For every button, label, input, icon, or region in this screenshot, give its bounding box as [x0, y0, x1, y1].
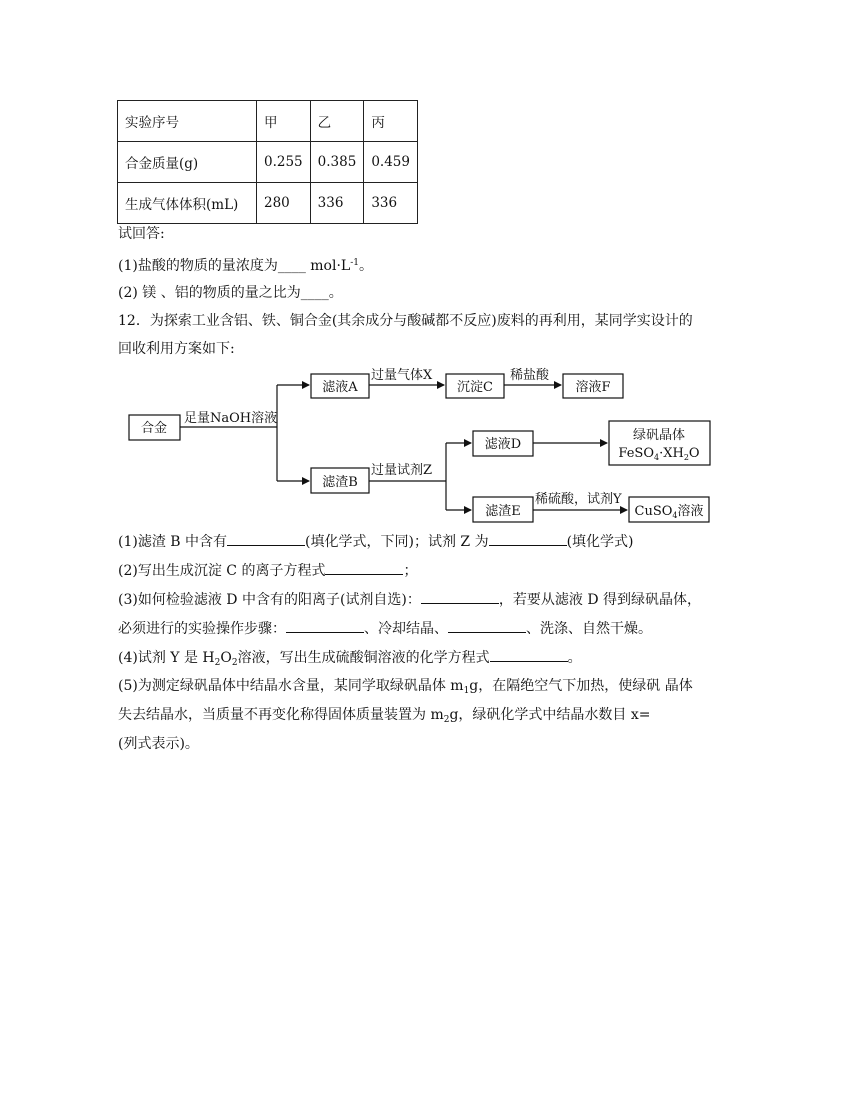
table-header-cell: 实验序号: [118, 101, 257, 142]
label-gas-x: 过量气体X: [371, 368, 433, 383]
label-alloy: 合金: [140, 421, 168, 436]
process-flowchart: [0, 0, 860, 540]
table-cell: 0.459: [364, 142, 418, 183]
label-residue-e: 滤渣E: [485, 504, 521, 519]
table-cell: 0.255: [257, 142, 311, 183]
label-green-vitriol-formula: $FeSO_4\cdot XH_2O$: [618, 446, 700, 462]
question-2: (2) 镁 、铝的物质的量之比为____。: [118, 285, 343, 301]
table-header-cell: 甲: [257, 101, 311, 142]
label-precipitate-c: 沉淀C: [457, 380, 493, 395]
table-header-cell: 丙: [364, 101, 418, 142]
sub-question-4: (4)试剂 Y 是 $H_2O_2$溶液，写出生成硫酸铜溶液的化学方程式 。: [118, 647, 582, 673]
table-cell: 0.385: [310, 142, 364, 183]
label-filtrate-d: 滤液D: [484, 437, 522, 452]
table-cell: 合金质量(g): [118, 142, 257, 183]
label-reagent-z: 过量试剂Z: [371, 463, 433, 478]
label-residue-b: 滤渣B: [322, 475, 358, 490]
sub-question-1: (1)滤渣 B 中含有 (填化学式，下同)；试剂 Z 为 (填化学式): [118, 531, 634, 552]
answer-blank: [490, 647, 568, 662]
table-cell: 280: [257, 183, 311, 224]
sub-question-3: (3)如何检验滤液 D 中含有的阳离子(试剂自选)： ，若要从滤液 D 得到绿矾晶体，: [118, 589, 701, 610]
label-cuso4-solution: CuSO$_4$溶液: [634, 504, 704, 520]
question-12-line-1: 12．为探索工业含铝、铁、铜合金(其余成分与酸碱都不反应)废料的再利用，某同学实设计的: [118, 313, 693, 329]
question-12-line-2: 回收利用方案如下:: [118, 341, 235, 357]
answer-blank: [421, 589, 499, 604]
sub-question-5: (5)为测定绿矾晶体中结晶水含量，某同学取绿矾晶体 $m_1g$，在隔绝空气下加热，使绿矾 晶体: [118, 678, 693, 696]
answer-blank: [227, 531, 305, 546]
label-hcl: 稀盐酸: [510, 368, 550, 383]
table-cell: 336: [310, 183, 364, 224]
label-h2so4-y: 稀硫酸，试剂Y: [535, 492, 622, 507]
sub-question-5-cont: 失去结晶水，当质量不再变化称得固体质量装置为 $m_2g$，绿矾化学式中结晶水数目 x=: [118, 707, 651, 725]
prompt-text: 试回答:: [118, 226, 165, 242]
label-solution-f: 溶液F: [575, 380, 611, 395]
table-header-cell: 乙: [310, 101, 364, 142]
answer-blank: [489, 531, 567, 546]
label-green-vitriol: 绿矾晶体: [632, 428, 686, 443]
sub-question-5-end: (列式表示)。: [118, 736, 199, 752]
label-naoh: 足量NaOH溶液: [184, 411, 278, 426]
answer-blank: [325, 560, 403, 575]
table-cell: 336: [364, 183, 418, 224]
answer-blank: [448, 618, 526, 633]
label-filtrate-a: 滤液A: [322, 380, 358, 395]
answer-blank: [286, 618, 364, 633]
sub-question-2: (2)写出生成沉淀 C 的离子方程式 ；: [118, 560, 417, 581]
sub-question-3-cont: 必须进行的实验操作步骤： 、冷却结晶、 、洗涤、自然干燥。: [118, 618, 652, 639]
question-1: (1)盐酸的物质的量浓度为____ $mol\cdot L^{-1}$。: [118, 258, 373, 274]
table-cell: 生成气体体积(mL): [118, 183, 257, 224]
